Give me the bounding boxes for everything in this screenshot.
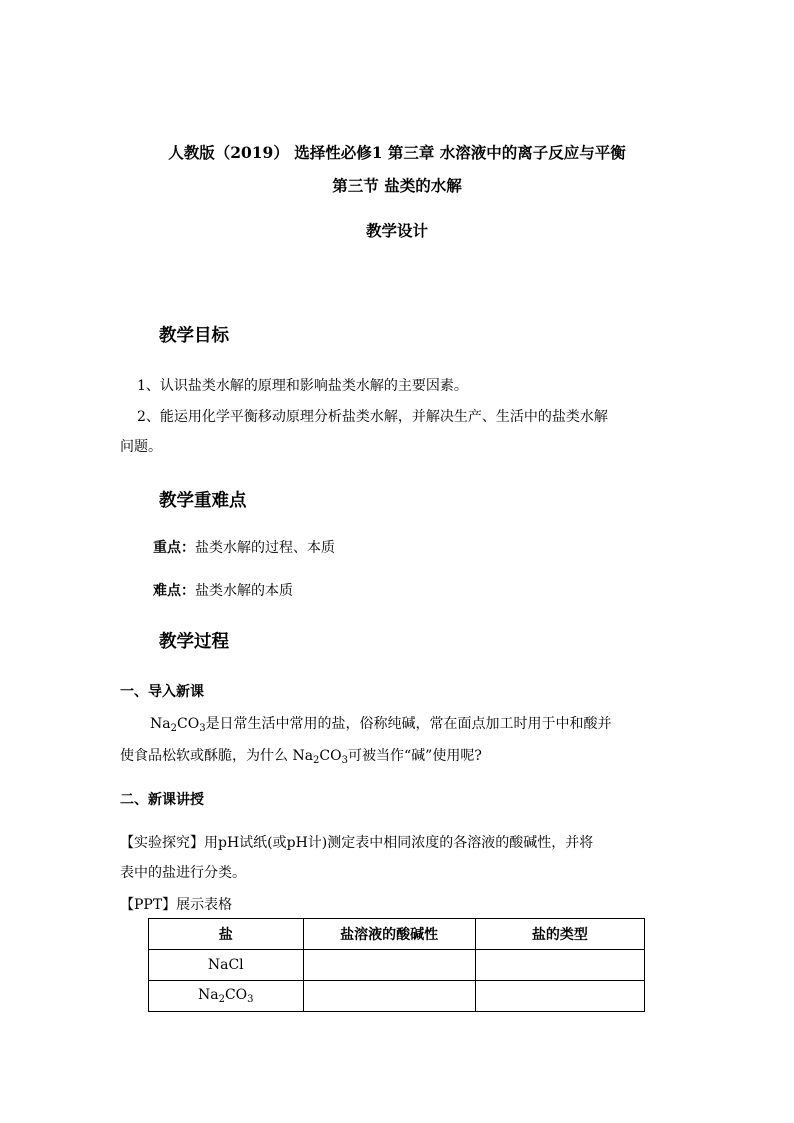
table-header-cell: 盐 [149,919,304,950]
section-process-heading: 教学过程 [159,632,229,652]
table-cell-acidity[interactable] [303,981,475,1012]
table-cell-salt: $Na_2CO_3$ [149,981,304,1012]
experiment-line1: 【实验探究】用pH试纸(或pH计)测定表中相同浓度的各溶液的酸碱性，并将 [120,835,594,851]
experiment-line2: 表中的盐进行分类。 [120,865,246,881]
section-objectives-heading: 教学目标 [159,326,229,346]
table-cell-salt: NaCl [149,950,304,981]
salt-table [148,918,645,1012]
part1-line2: 使食品松软或酥脆，为什么 $Na_2CO_3$可被当作“碱”使用呢? [120,748,482,766]
ppt-line: 【PPT】展示表格 [120,897,233,913]
key-point-label: 重点： [153,540,195,556]
part2-heading: 二、新课讲授 [120,792,204,808]
table-header-row [149,919,645,950]
doc-title-line1: 人教版（2019） 选择性必修1 第三章 水溶液中的离子反应与平衡 [168,143,626,162]
hard-point-label: 难点： [153,583,195,599]
objective-2-line2: 问题。 [120,439,162,455]
hard-point-text: 盐类水解的本质 [195,583,293,599]
doc-title-line3: 教学设计 [365,221,428,240]
section-keypoints-heading: 教学重难点 [159,491,247,511]
table-header-cell: 盐的类型 [475,919,644,950]
objective-2-line1: 2、能运用化学平衡移动原理分析盐类水解，并解决生产、生活中的盐类水解 [137,409,608,425]
part1-line1: $Na_2CO_3$是日常生活中常用的盐，俗称纯碱，常在面点加工时用于中和酸并 [150,716,612,734]
doc-title-line2: 第三节 盐类的水解 [332,176,462,195]
part1-heading: 一、导入新课 [120,684,204,700]
table-cell-type[interactable] [475,950,644,981]
table-row [149,981,645,1012]
table-header-cell: 盐溶液的酸碱性 [303,919,475,950]
table-cell-acidity[interactable] [303,950,475,981]
hard-point-line [153,580,293,600]
key-point-line [153,537,335,557]
key-point-text: 盐类水解的过程、本质 [195,540,335,556]
table-cell-type[interactable] [475,981,644,1012]
table-row [149,950,645,981]
objective-1: 1、认识盐类水解的原理和影响盐类水解的主要因素。 [137,378,468,394]
